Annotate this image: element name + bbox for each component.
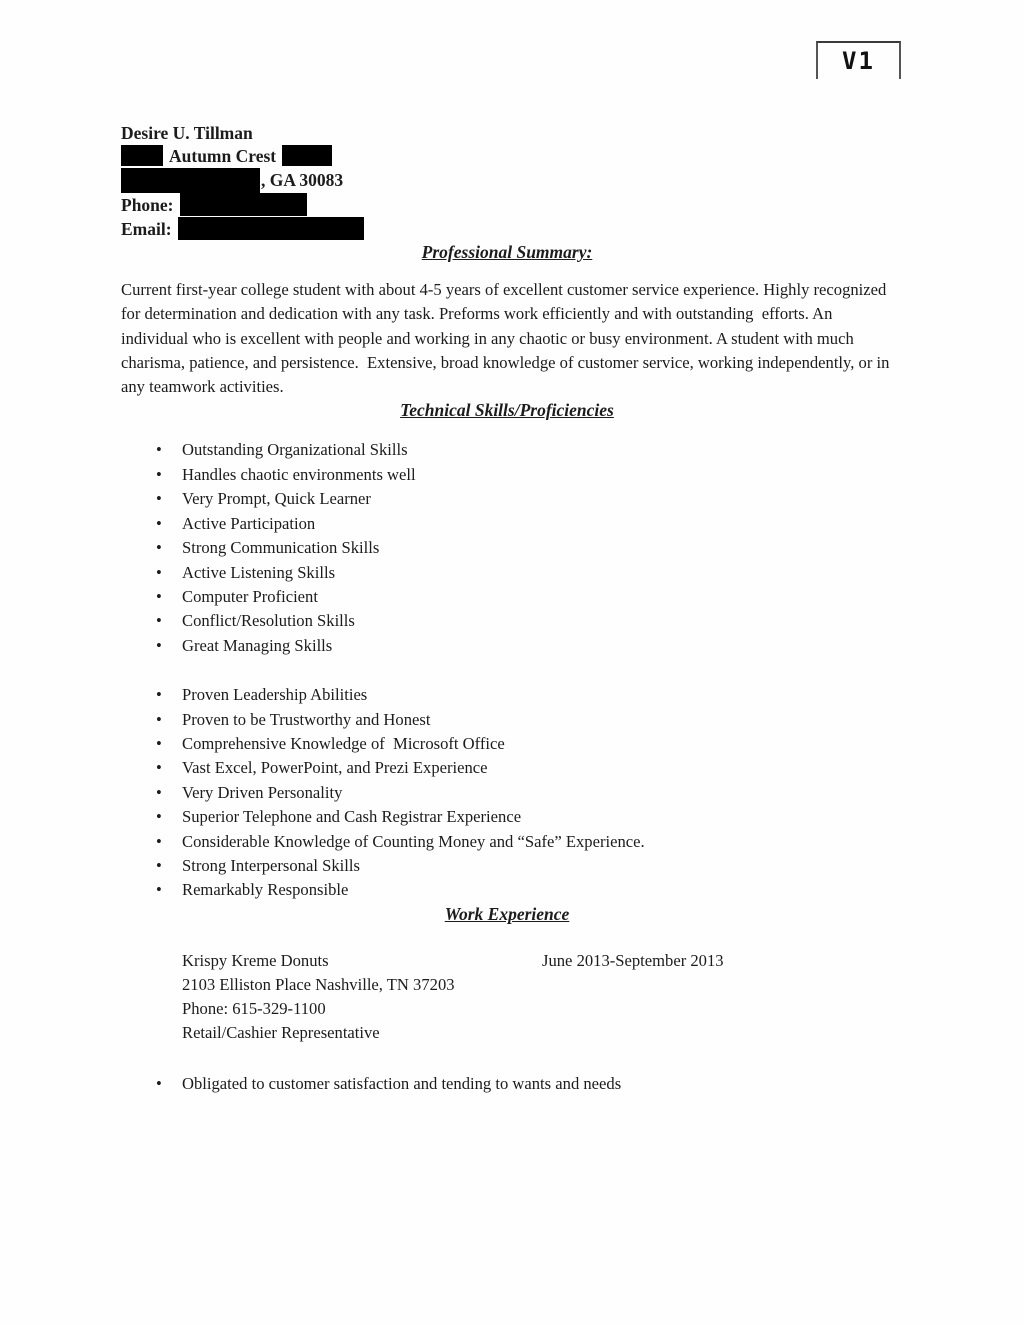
email-label: Email: [121, 219, 172, 239]
skill-item: • Considerable Knowledge of Counting Money and “Safe” Experience. [121, 830, 893, 854]
phone-line [121, 193, 893, 217]
document-content [121, 122, 893, 1096]
skill-item: • Computer Proficient [121, 585, 893, 609]
section-heading-technical-skills: Technical Skills/Proficiencies [400, 400, 614, 421]
skill-item: • Active Listening Skills [121, 561, 893, 585]
redaction-block [180, 193, 307, 216]
job-address: 2103 Elliston Place Nashville, TN 37203 [182, 975, 455, 994]
skill-item: • Very Prompt, Quick Learner [121, 487, 893, 511]
skill-item: • Very Driven Personality [121, 781, 893, 805]
skills-list-group-1 [121, 438, 893, 658]
job-header-row [182, 949, 893, 973]
skill-item: • Remarkably Responsible [121, 878, 893, 902]
section-heading-professional-summary: Professional Summary: [421, 242, 593, 262]
redaction-block [121, 145, 163, 166]
job-phone: Phone: 615-329-1100 [182, 999, 326, 1019]
skills-list-group-2 [121, 683, 893, 903]
skill-item: • Superior Telephone and Cash Registrar Experience [121, 805, 893, 829]
job-duty-item: • Obligated to customer satisfaction and tending to wants and needs [121, 1072, 893, 1096]
skill-item: • Proven to be Trustworthy and Honest [121, 708, 893, 732]
version-label: V1 [842, 47, 875, 75]
job-entry [182, 949, 893, 1046]
skill-item: • Strong Interpersonal Skills [121, 854, 893, 878]
address-line-1 [121, 145, 893, 168]
professional-summary-text: Current first-year college student with about 4-5 years of excellent customer service experience. Highly recognized for determination and dedication with any task. Preforms work efficiently and with outstanding efforts. An individual who is excellent with people and working in any chaotic or busy environment. A student with much charisma, patience, and persistence. Extensive, broad knowledge of customer service, working independently, or in any teamwork activities. [121, 280, 894, 397]
skill-item: • Conflict/Resolution Skills [121, 609, 893, 633]
phone-label: Phone: [121, 195, 174, 215]
candidate-name: Desire U. Tillman [121, 123, 253, 143]
job-employer: Krispy Kreme Donuts [182, 950, 329, 970]
section-heading-work-experience: Work Experience [444, 903, 570, 924]
address-city-fragment: , GA 30083 [261, 170, 344, 190]
skill-item: • Outstanding Organizational Skills [121, 438, 893, 462]
job-dates: June 2013-September 2013 [542, 950, 724, 970]
job-title: Retail/Cashier Representative [182, 1023, 380, 1043]
job-bullet-list [121, 1072, 893, 1096]
skill-item: • Comprehensive Knowledge of Microsoft Office [121, 732, 893, 756]
skill-item: • Vast Excel, PowerPoint, and Prezi Experience [121, 756, 893, 780]
skill-item: • Active Participation [121, 512, 893, 536]
redaction-block [282, 145, 332, 166]
skill-item: • Strong Communication Skills [121, 536, 893, 560]
contact-header [121, 122, 893, 241]
address-street-fragment: Autumn Crest [169, 146, 277, 166]
skill-item: • Proven Leadership Abilities [121, 683, 893, 707]
address-line-2 [121, 168, 893, 193]
version-stamp-box [816, 41, 901, 79]
redaction-block [178, 217, 364, 240]
skill-item: • Great Managing Skills [121, 634, 893, 658]
redaction-block [121, 168, 260, 193]
email-line [121, 217, 893, 241]
skill-item: • Handles chaotic environments well [121, 463, 893, 487]
